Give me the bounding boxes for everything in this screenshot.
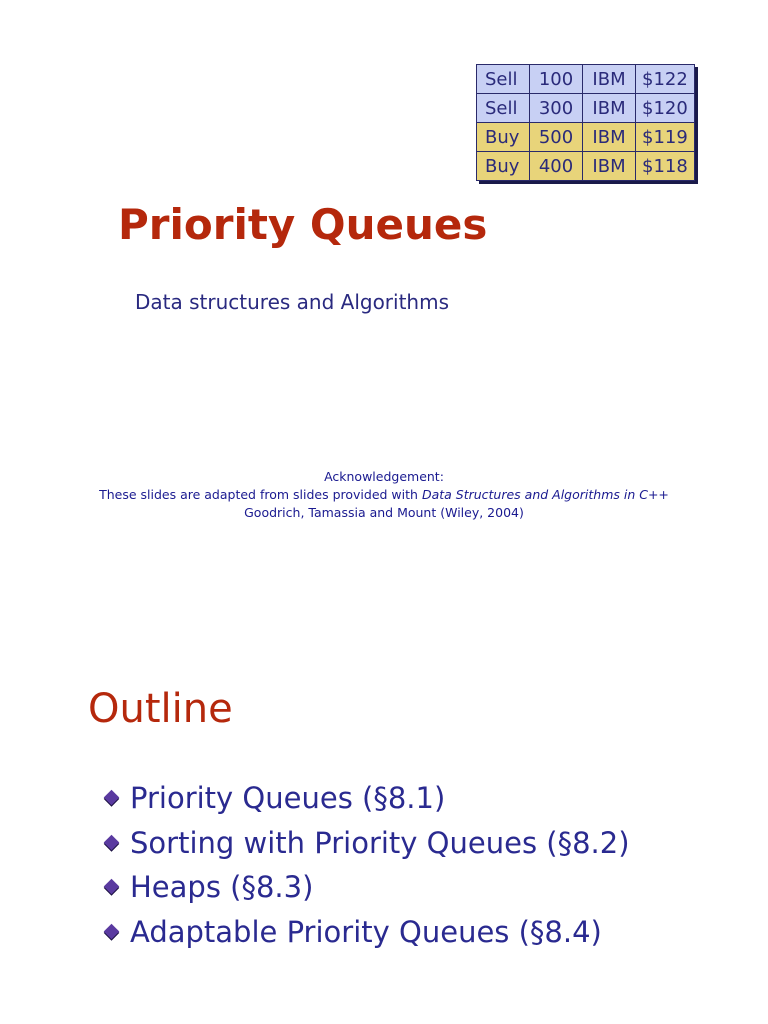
list-item [104, 821, 630, 866]
diamond-bullet-icon [104, 835, 120, 851]
diamond-bullet-icon [104, 790, 120, 806]
acknowledgement [0, 468, 768, 522]
slide-outline [0, 600, 768, 1024]
diamond-bullet-icon [104, 879, 120, 895]
list-item [104, 910, 630, 955]
list-item-label: Heaps (§8.3) [130, 870, 314, 905]
order-side: Sell [477, 65, 530, 94]
slide-subtitle: Data structures and Algorithms [135, 290, 450, 314]
outline-list [104, 776, 630, 954]
outline-title: Outline [88, 686, 233, 732]
order-price: $119 [636, 123, 695, 152]
table-row [477, 123, 695, 152]
order-side: Buy [477, 123, 530, 152]
order-quantity: 100 [530, 65, 583, 94]
order-price: $120 [636, 94, 695, 123]
table-row [477, 152, 695, 181]
order-price: $118 [636, 152, 695, 181]
table-row [477, 65, 695, 94]
order-quantity: 400 [530, 152, 583, 181]
table-row [477, 94, 695, 123]
acknowledgement-authors: Goodrich, Tamassia and Mount (Wiley, 2004) [244, 505, 524, 520]
acknowledgement-source [0, 486, 768, 504]
list-item-label: Adaptable Priority Queues (§8.4) [130, 914, 602, 949]
order-quantity: 500 [530, 123, 583, 152]
list-item [104, 865, 630, 910]
diamond-bullet-icon [104, 924, 120, 940]
order-stock: IBM [583, 94, 636, 123]
order-side: Buy [477, 152, 530, 181]
order-stock: IBM [583, 65, 636, 94]
order-stock: IBM [583, 123, 636, 152]
slide-title: Priority Queues [118, 200, 488, 249]
order-side: Sell [477, 94, 530, 123]
list-item-label: Priority Queues (§8.1) [130, 781, 446, 816]
order-stock: IBM [583, 152, 636, 181]
order-price: $122 [636, 65, 695, 94]
list-item-label: Sorting with Priority Queues (§8.2) [130, 825, 630, 860]
order-table [476, 64, 695, 181]
acknowledgement-heading: Acknowledgement: [324, 469, 444, 484]
acknowledgement-prefix: These slides are adapted from slides provided with [99, 487, 422, 502]
list-item [104, 776, 630, 821]
order-quantity: 300 [530, 94, 583, 123]
book-title: Data Structures and Algorithms in C++ [421, 487, 669, 502]
